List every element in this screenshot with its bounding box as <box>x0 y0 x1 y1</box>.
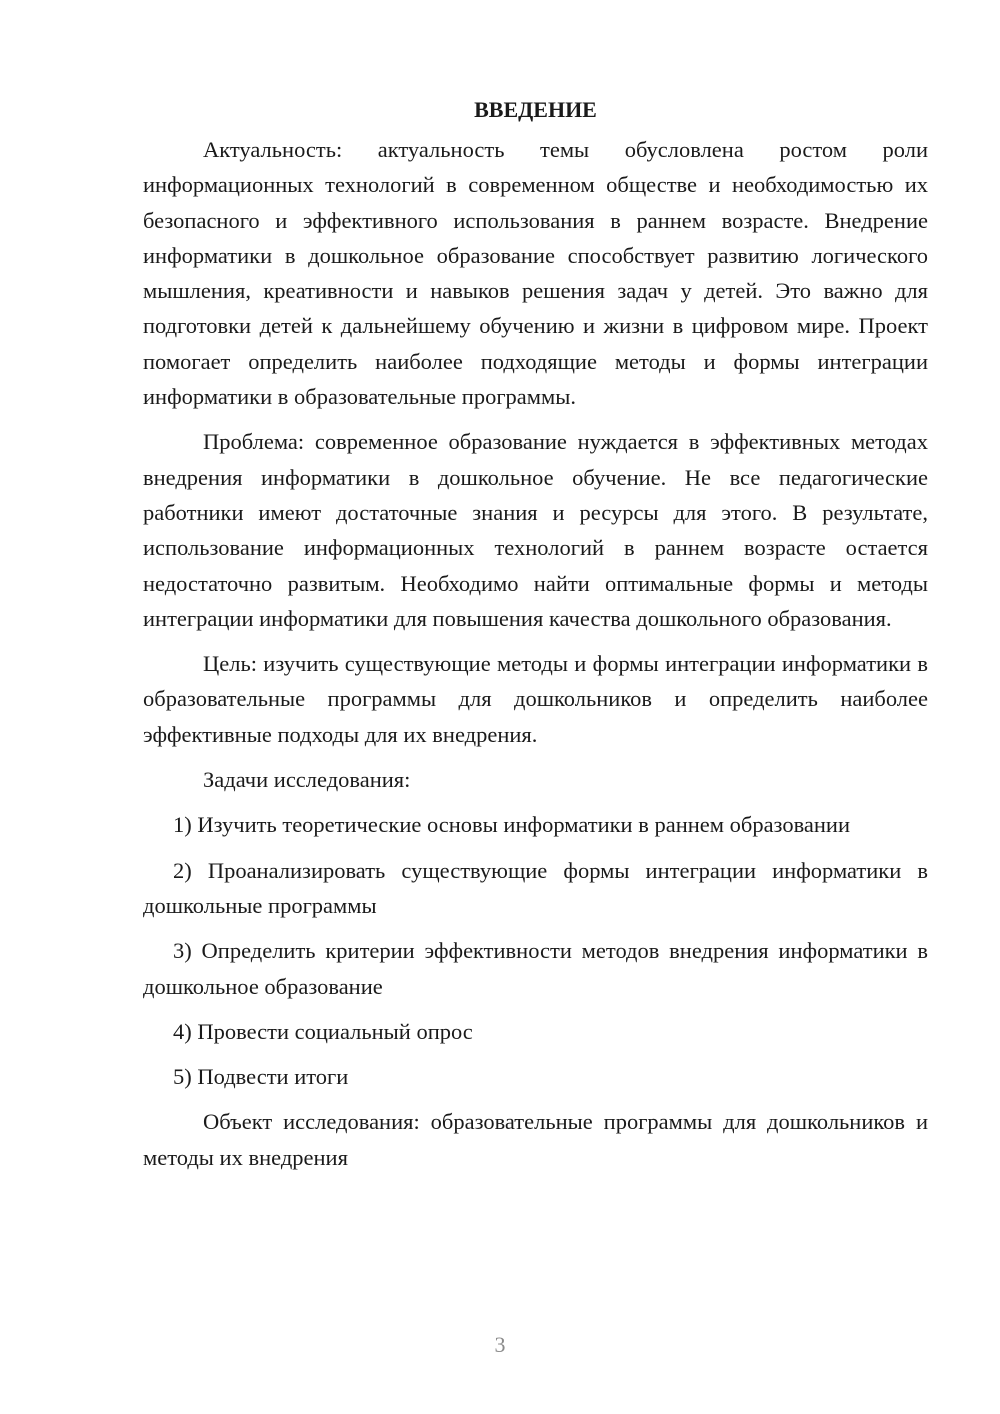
task-item-3: 3) Определить критерии эффективности методов внедрения информатики в дошкольное образование <box>143 938 928 999</box>
problem-paragraph: Проблема: современное образование нуждается в эффективных методах внедрения информатики в дошкольное обучение. Не все педагогические работники имеют достаточные знания и ресурсы для этого. В результате, использование информационных технологий в раннем возрасте остается недостаточно развитым. Необходимо найти оптимальные формы и методы интеграции информатики для повышения качества дошкольного образования. <box>143 429 928 631</box>
task-item-1: 1) Изучить теоретические основы информатики в раннем образовании <box>173 812 850 838</box>
relevance-paragraph: Актуальность: актуальность темы обусловлена ростом роли информационных технологий в современном обществе и необходимостью их безопасного и эффективного использования в раннем возрасте. Внедрение информатики в дошкольное образование способствует развитию логического мышления, креативности и навыков решения задач у детей. Это важно для подготовки детей к дальнейшему обучению и жизни в цифровом мире. Проект помогает определить наиболее подходящие методы и формы интеграции информатики в образовательные программы. <box>143 137 928 410</box>
section-heading: ВВЕДЕНИЕ <box>474 97 597 122</box>
task-item-2: 2) Проанализировать существующие формы интеграции информатики в дошкольные программы <box>143 857 928 918</box>
task-item-5: 5) Подвести итоги <box>173 1064 349 1090</box>
tasks-heading: Задачи исследования: <box>203 767 411 793</box>
object-paragraph: Объект исследования: образовательные программы для дошкольников и методы их внедрения <box>143 1109 928 1170</box>
page-number: 3 <box>494 1332 506 1357</box>
page-content <box>143 92 928 1175</box>
goal-paragraph: Цель: изучить существующие методы и формы интеграции информатики в образовательные программы для дошкольников и определить наиболее эффективные подходы для их внедрения. <box>143 651 928 747</box>
task-item-4: 4) Провести социальный опрос <box>173 1018 473 1044</box>
